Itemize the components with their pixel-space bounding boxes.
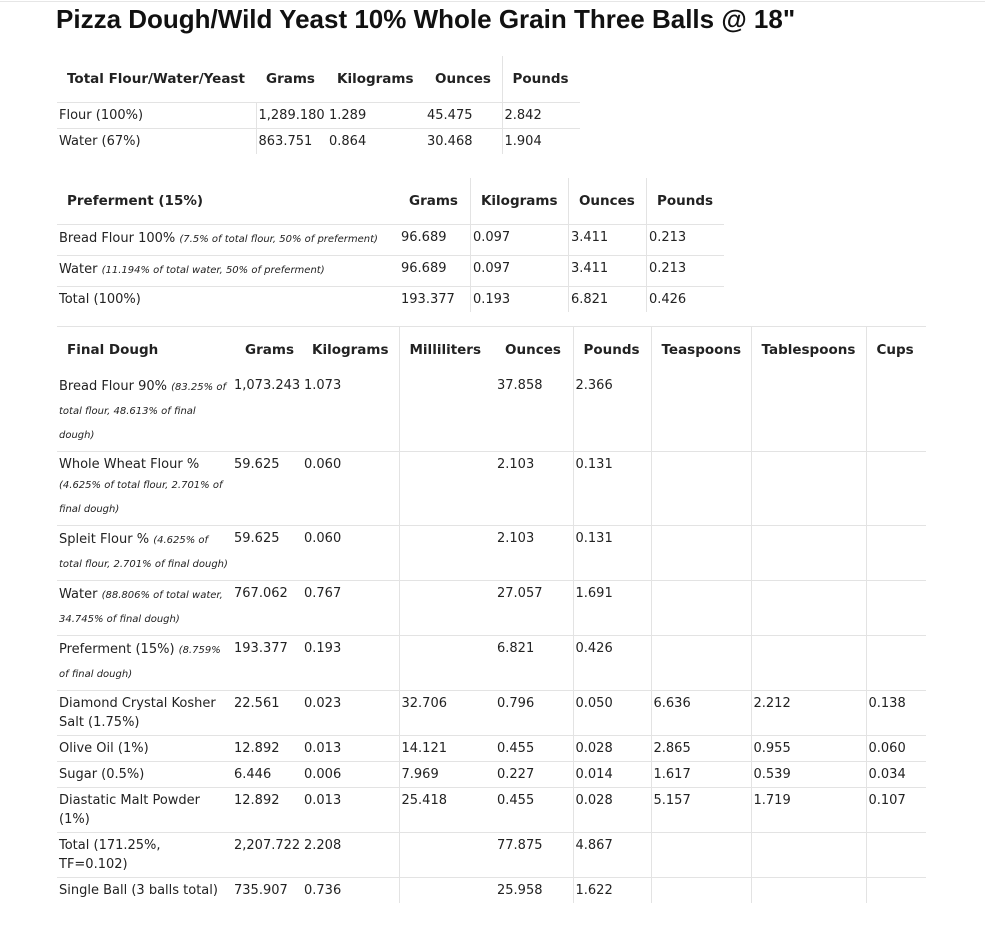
row-note: (7.5% of total flour, 50% of preferment) — [179, 234, 378, 245]
row-label-cell — [57, 762, 232, 788]
row-note: (4.625% of total flour, 2.701% of final dough) — [59, 535, 228, 570]
final-dough-table — [57, 326, 926, 903]
table-row — [57, 636, 926, 691]
column-header: Kilograms — [337, 71, 414, 87]
table-cell: 22.561 — [232, 691, 302, 736]
column-header: Pounds — [502, 56, 580, 103]
table-cell: 2.842 — [502, 103, 580, 129]
table-cell: 0.955 — [751, 736, 866, 762]
row-label-cell — [57, 691, 232, 736]
row-label: Water — [59, 587, 98, 602]
table-row — [57, 762, 926, 788]
row-label: Spleit Flour % — [59, 532, 150, 547]
row-label-cell — [57, 225, 399, 256]
column-header: Pounds — [573, 327, 651, 374]
table-cell: 25.418 — [399, 788, 495, 833]
table-cell — [651, 581, 751, 636]
table-cell: 0.107 — [866, 788, 926, 833]
row-label: Sugar (0.5%) — [59, 767, 145, 782]
table-cell — [866, 878, 926, 904]
table-row — [57, 373, 926, 452]
row-label-cell — [57, 526, 232, 581]
table-cell: 0.131 — [573, 452, 651, 526]
row-label-cell — [57, 636, 232, 691]
row-label-cell — [57, 878, 232, 904]
column-header: Grams — [409, 193, 458, 209]
row-label-cell — [57, 256, 399, 287]
table-cell: 0.213 — [646, 225, 724, 256]
column-header: Pounds — [646, 178, 724, 225]
row-label: Preferment (15%) — [59, 642, 175, 657]
column-header: Ounces — [568, 178, 646, 225]
table-cell: 0.028 — [573, 736, 651, 762]
row-note: (83.25% of total flour, 48.613% of final dough) — [59, 382, 226, 441]
table-cell: 12.892 — [232, 788, 302, 833]
table-header-row — [57, 178, 724, 225]
table-row — [57, 878, 926, 904]
table-cell — [751, 526, 866, 581]
table-cell: 0.034 — [866, 762, 926, 788]
table-cell: 0.014 — [573, 762, 651, 788]
table-cell: 0.060 — [866, 736, 926, 762]
row-label: Olive Oil (1%) — [59, 741, 149, 756]
table-cell — [751, 878, 866, 904]
table-cell: 0.050 — [573, 691, 651, 736]
table-row — [57, 129, 580, 155]
page-title: Pizza Dough/Wild Yeast 10% Whole Grain Three Balls @ 18" — [56, 4, 796, 34]
table-cell: 37.858 — [497, 378, 543, 393]
table-cell: 0.060 — [302, 452, 399, 526]
table-cell: 0.060 — [302, 526, 399, 581]
row-label-cell — [57, 373, 232, 452]
table-cell: 0.097 — [470, 225, 568, 256]
row-label-cell — [57, 581, 232, 636]
table-cell: 193.377 — [399, 287, 470, 313]
column-header: Kilograms — [312, 342, 389, 358]
table-cell: 863.751 — [256, 129, 327, 155]
table-cell — [751, 452, 866, 526]
table-cell: Flour (100%) — [57, 103, 256, 129]
table-cell — [651, 878, 751, 904]
table-cell — [399, 878, 495, 904]
table-cell: 0.193 — [470, 287, 568, 313]
table-cell: 6.821 — [495, 636, 573, 691]
table-cell: 12.892 — [232, 736, 302, 762]
table-row — [57, 526, 926, 581]
table-cell — [651, 636, 751, 691]
table-cell — [399, 373, 495, 452]
table-cell: 1,073.243 — [234, 378, 301, 393]
table-header-row — [57, 327, 926, 374]
table-cell: 2.366 — [573, 373, 651, 452]
table-cell — [751, 833, 866, 878]
table-cell — [866, 452, 926, 526]
table-cell — [651, 452, 751, 526]
table-cell — [866, 526, 926, 581]
table-cell: 2.103 — [495, 452, 573, 526]
table-cell — [399, 636, 495, 691]
row-label: Diamond Crystal Kosher Salt (1.75%) — [59, 696, 216, 730]
row-label: Total (100%) — [59, 292, 141, 307]
row-label-cell — [57, 287, 399, 313]
table-cell: 2.212 — [751, 691, 866, 736]
table-cell: 767.062 — [232, 581, 302, 636]
table-cell: 0.455 — [495, 788, 573, 833]
table-row — [57, 452, 926, 526]
table-cell — [866, 833, 926, 878]
table-cell: 96.689 — [399, 256, 470, 287]
column-header: Grams — [245, 342, 294, 358]
table-row — [57, 788, 926, 833]
table-cell: 4.867 — [573, 833, 651, 878]
column-header: Milliliters — [399, 327, 495, 374]
column-header: Teaspoons — [651, 327, 751, 374]
table-cell: 0.426 — [573, 636, 651, 691]
row-note: (11.194% of total water, 50% of preferment) — [101, 265, 325, 276]
table-cell: 0.455 — [495, 736, 573, 762]
table-cell — [399, 526, 495, 581]
table-cell: 0.213 — [646, 256, 724, 287]
table-row — [57, 256, 724, 287]
table-cell: 1,289.180 — [256, 103, 327, 129]
table-cell — [651, 833, 751, 878]
flour-water-yeast-table — [57, 56, 580, 154]
row-label-cell — [57, 788, 232, 833]
table-cell: 1.691 — [573, 581, 651, 636]
row-label-cell — [57, 452, 232, 526]
column-header: Ounces — [435, 71, 491, 87]
table-cell: 6.636 — [651, 691, 751, 736]
table-cell: 0.138 — [866, 691, 926, 736]
table-cell: 0.227 — [495, 762, 573, 788]
table-row — [57, 287, 724, 313]
row-label: Bread Flour 100% — [59, 231, 176, 246]
preferment-table — [57, 178, 724, 312]
table-cell: 0.864 — [327, 129, 425, 155]
table-cell: 45.475 — [425, 103, 502, 129]
table-cell: 0.131 — [573, 526, 651, 581]
column-header: Preferment (15%) — [67, 193, 204, 209]
column-header: Tablespoons — [751, 327, 866, 374]
table-cell: 0.013 — [302, 788, 399, 833]
table-cell: 0.013 — [302, 736, 399, 762]
table-cell: 1.289 — [327, 103, 425, 129]
table-cell — [866, 636, 926, 691]
row-note: (8.759% of final dough) — [59, 645, 221, 680]
table-cell: 193.377 — [232, 636, 302, 691]
table-cell: 0.006 — [302, 762, 399, 788]
table-cell: 735.907 — [232, 878, 302, 904]
table-row — [57, 581, 926, 636]
table-cell — [399, 833, 495, 878]
table-cell: 0.767 — [302, 581, 399, 636]
table-cell: 1.622 — [573, 878, 651, 904]
table-cell: 59.625 — [232, 452, 302, 526]
table-cell: 32.706 — [399, 691, 495, 736]
table-cell: 6.821 — [568, 287, 646, 313]
column-header: Grams — [266, 71, 315, 87]
table-cell: 3.411 — [568, 256, 646, 287]
row-label: Whole Wheat Flour % — [59, 457, 200, 472]
row-label: Single Ball (3 balls total) — [59, 883, 218, 898]
table-cell: 0.736 — [302, 878, 399, 904]
row-note: (88.806% of total water, 34.745% of final dough) — [59, 590, 223, 625]
column-header: Kilograms — [470, 178, 568, 225]
table-row — [57, 225, 724, 256]
table-cell — [866, 581, 926, 636]
table-cell: 2.208 — [302, 833, 399, 878]
table-cell: 27.057 — [495, 581, 573, 636]
table-cell — [399, 581, 495, 636]
table-cell: 2.103 — [495, 526, 573, 581]
table-cell: 0.097 — [470, 256, 568, 287]
table-cell: 7.969 — [399, 762, 495, 788]
table-cell — [751, 373, 866, 452]
table-cell: 25.958 — [495, 878, 573, 904]
row-label: Diastatic Malt Powder (1%) — [59, 793, 200, 827]
table-cell — [651, 526, 751, 581]
column-header: Cups — [866, 327, 926, 374]
column-header: Ounces — [505, 342, 561, 358]
row-label: Bread Flour 90% — [59, 379, 167, 394]
table-cell: 30.468 — [425, 129, 502, 155]
table-cell: 0.193 — [302, 636, 399, 691]
table-cell: 0.796 — [495, 691, 573, 736]
table-row — [57, 103, 580, 129]
table-cell: 14.121 — [399, 736, 495, 762]
table-cell: 2.865 — [651, 736, 751, 762]
table-row — [57, 833, 926, 878]
row-label-cell — [57, 833, 232, 878]
table-cell: 1.719 — [751, 788, 866, 833]
row-note: (4.625% of total flour, 2.701% of final dough) — [59, 480, 223, 515]
row-label: Total (171.25%, TF=0.102) — [59, 838, 161, 872]
table-cell: Water (67%) — [57, 129, 256, 155]
table-cell: 77.875 — [495, 833, 573, 878]
table-header-row — [57, 56, 580, 103]
table-row — [57, 736, 926, 762]
table-cell: 1.617 — [651, 762, 751, 788]
table-cell: 5.157 — [651, 788, 751, 833]
row-label-cell — [57, 736, 232, 762]
column-header: Final Dough — [67, 342, 159, 358]
table-cell: 59.625 — [232, 526, 302, 581]
table-cell — [751, 581, 866, 636]
column-header: Total Flour/Water/Yeast — [67, 71, 245, 87]
table-cell — [751, 636, 866, 691]
table-cell: 3.411 — [568, 225, 646, 256]
row-label: Water — [59, 262, 98, 277]
table-cell: 1.904 — [502, 129, 580, 155]
table-cell — [866, 373, 926, 452]
table-cell: 0.028 — [573, 788, 651, 833]
table-cell — [399, 452, 495, 526]
table-cell: 2,207.722 — [232, 833, 302, 878]
table-cell: 1.073 — [304, 378, 342, 393]
table-cell — [651, 373, 751, 452]
table-cell: 96.689 — [399, 225, 470, 256]
table-cell: 0.023 — [302, 691, 399, 736]
table-cell: 0.426 — [646, 287, 724, 313]
table-row — [57, 691, 926, 736]
table-cell: 6.446 — [232, 762, 302, 788]
table-cell: 0.539 — [751, 762, 866, 788]
